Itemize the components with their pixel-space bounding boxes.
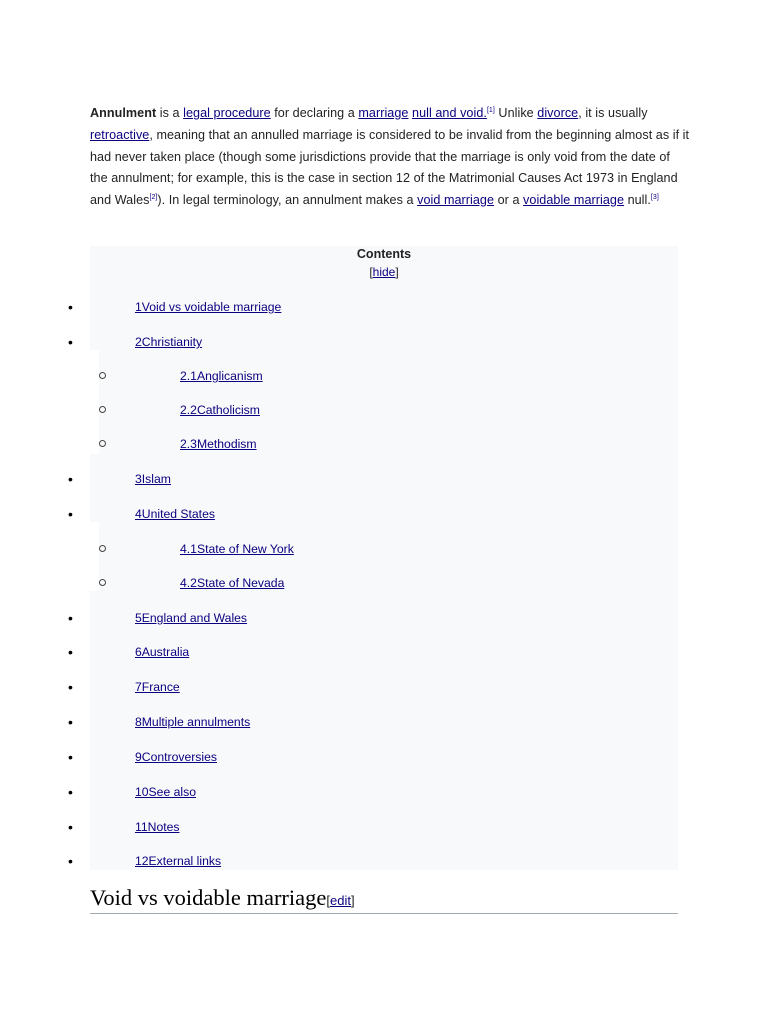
toc-link[interactable]: 9Controversies: [135, 750, 217, 764]
link-retroactive[interactable]: retroactive: [90, 127, 150, 142]
intro-text: ). In legal terminology, an annulment makes a: [157, 193, 418, 208]
circle-bullet-icon: [99, 406, 106, 413]
bullet-icon: •: [68, 714, 73, 730]
toc-hide-control: [hide]: [369, 265, 399, 279]
bullet-icon: •: [68, 299, 73, 315]
intro-paragraph: [90, 103, 690, 212]
citation-2[interactable]: [2]: [149, 194, 158, 201]
toc-link[interactable]: 2.3Methodism: [180, 437, 257, 451]
toc-title: Contents: [356, 247, 412, 261]
toc-link[interactable]: 10See also: [135, 785, 196, 799]
toc-link[interactable]: 2.2Catholicism: [180, 403, 260, 417]
link-void-marriage[interactable]: void marriage: [417, 193, 495, 208]
link-voidable-marriage[interactable]: voidable marriage: [523, 193, 625, 208]
link-null-and-void[interactable]: null and void.: [412, 106, 487, 120]
toc-link[interactable]: 4United States: [135, 507, 215, 521]
link-legal-procedure[interactable]: legal procedure: [183, 106, 271, 120]
toc-link[interactable]: 12External links: [135, 854, 222, 868]
circle-bullet-icon: [99, 372, 106, 379]
toc-link[interactable]: 1Void vs voidable marriage: [135, 300, 282, 314]
bullet-icon: •: [68, 853, 73, 869]
bullet-icon: •: [68, 610, 73, 626]
citation-3[interactable]: [3]: [650, 194, 659, 201]
intro-text: , meaning that an annulled marriage is considered to be invalid from the beginning almost as if it had never taken place (though some jurisdictions provide that the marriage is only void from the date of the annulment; for example, this is the case in section 12 of the Matrimonial Causes Act 1973 in England and Wales: [90, 127, 690, 208]
toc-link[interactable]: 4.2State of Nevada: [180, 576, 285, 590]
section-heading-text: Void vs voidable marriage: [90, 885, 327, 910]
citation-1[interactable]: [1]: [486, 106, 495, 114]
bullet-icon: •: [68, 471, 73, 487]
toc-link[interactable]: 6Australia: [135, 645, 190, 659]
intro-text: Unlike: [494, 106, 538, 120]
intro-text: for declaring a: [270, 106, 359, 120]
bullet-icon: •: [68, 644, 73, 660]
circle-bullet-icon: [99, 579, 106, 586]
intro-text: or a: [494, 193, 524, 208]
bullet-icon: •: [68, 749, 73, 765]
circle-bullet-icon: [99, 440, 106, 447]
toc-hide-link[interactable]: hide: [372, 265, 396, 279]
intro-text: , it is usually: [578, 106, 648, 120]
toc-link[interactable]: 2.1Anglicanism: [180, 369, 263, 383]
toc-link[interactable]: 4.1State of New York: [180, 542, 294, 556]
toc-link[interactable]: 2Christianity: [135, 335, 203, 349]
bullet-icon: •: [68, 334, 73, 350]
article-term: Annulment: [90, 106, 157, 120]
section-heading: [90, 883, 678, 914]
intro-text: is a: [156, 106, 184, 120]
bullet-icon: •: [68, 819, 73, 835]
toc-indent-gap: [90, 522, 99, 591]
bullet-icon: •: [68, 784, 73, 800]
toc-link[interactable]: 3Islam: [135, 472, 171, 486]
circle-bullet-icon: [99, 545, 106, 552]
toc-link[interactable]: 8Multiple annulments: [135, 715, 251, 729]
toc-link[interactable]: 11Notes: [135, 820, 180, 834]
link-divorce[interactable]: divorce: [537, 106, 579, 120]
intro-text: null.: [624, 193, 651, 208]
toc-indent-gap: [90, 350, 99, 454]
link-marriage[interactable]: marriage: [358, 106, 409, 120]
bullet-icon: •: [68, 679, 73, 695]
toc-link[interactable]: 7France: [135, 680, 180, 694]
section-edit-control: [edit]: [326, 893, 355, 908]
section-edit-link[interactable]: edit: [330, 893, 351, 908]
toc-link[interactable]: 5England and Wales: [135, 611, 248, 625]
bullet-icon: •: [68, 506, 73, 522]
